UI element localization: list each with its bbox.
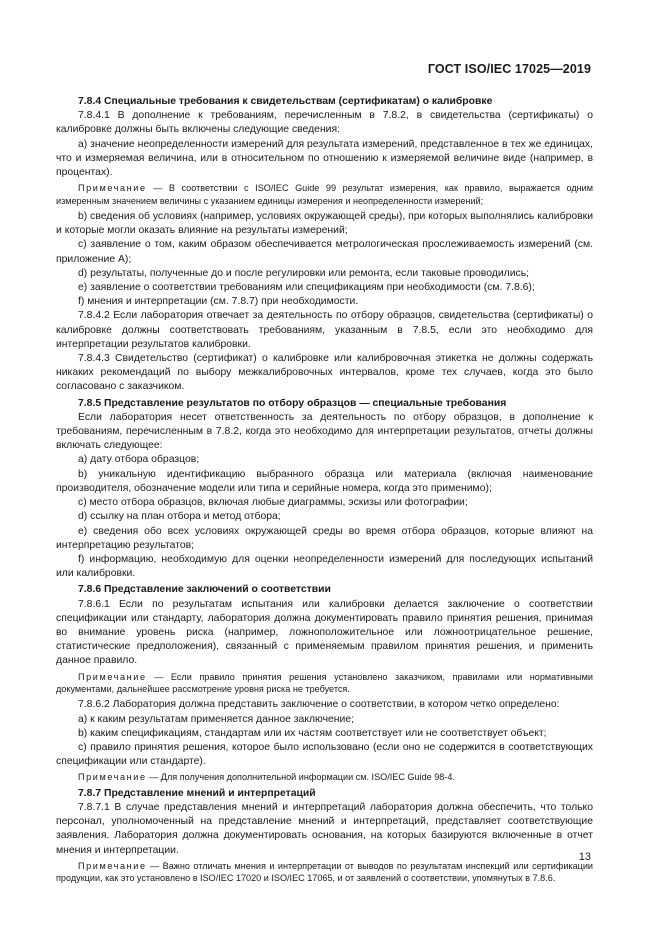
paragraph: e) заявление о соответствии требованиям или спецификациям при необходимости (см. 7.8.6); [78,282,535,294]
paragraph: d) ссылку на план отбора и метод отбора; [78,511,281,523]
note-text: — В соответствии с ISO/IEC Guide 99 результат измерения, как правило, выражается одним измеренным значением величины с указанием единицы измерения и неопределенности измерений; [56,183,593,206]
paragraph: b) уникальную идентификацию выбранного образца или материала (включая наименование производителя, обозначение модели или типа и серийные номера, когда это применимо); [56,468,593,494]
section-heading: 7.8.4 Специальные требования к свидетельствам (сертификатам) о калибровке [78,96,493,107]
section-heading: 7.8.6 Представление заключений о соответствии [78,584,331,596]
paragraph: c) правило принятия решения, которое было использовано (если оно не содержится в соответствующих спецификации или стандарте). [56,741,593,768]
document-body [56,93,593,888]
note [56,860,593,885]
paragraph: d) результаты, полученные до и после регулировки или ремонта, если таковые проводились; [78,267,529,279]
paragraph: 7.8.6.2 Лаборатория должна представить заключение о соответствии, в котором четко определено: [78,699,560,711]
paragraph: b) каким спецификациям, стандартам или их частям соответствует или не соответствует объект; [78,727,547,739]
paragraph: c) место отбора образцов, включая любые диаграммы, эскизы или фотографии; [78,497,468,509]
note [56,182,593,207]
paragraph: b) сведения об условиях (например, условиях окружающей среды), при которых выполнялись калибровки и которые могли оказать влияние на результаты измерений; [56,211,593,237]
note [56,771,593,783]
note-label: Примечание [78,671,147,682]
paragraph: 7.8.7.1 В случае представления мнений и интерпретаций лаборатория должна обеспечить, что только персонал, уполномоченный на представление мнений и интерпретаций, представляет соответствующие заявления. Лаборатория должна документировать основания, на которых базируются включенные в отчет мнения и интерпретации. [56,801,593,856]
paragraph: 7.8.4.1 В дополнение к требованиям, перечисленным в 7.8.2, в свидетельства (сертификаты) о калибровке должны быть включены следующие сведения: [56,110,593,136]
note-label: Примечание [78,772,147,783]
section-heading: 7.8.7 Представление мнений и интерпретаций [78,787,316,799]
document-header-id: ГОСТ ISO/IEC 17025—2019 [427,62,591,76]
note-text: — Если правило принятия решения установлено заказчиком, правилами или нормативными документами, дальнейшее рассмотрение уровня риска не требуется. [56,671,593,694]
paragraph: Если лаборатория несет ответственность за деятельность по отбору образцов, в дополнение к требованиям, перечисленным в 7.8.2, когда это необходимо для интерпретации результатов, отчеты должны включать следующее: [56,411,593,452]
paragraph: f) мнения и интерпретации (см. 7.8.7) при необходимости. [78,296,359,308]
paragraph: a) значение неопределенности измерений для результата измерений, представленное в тех же единицах, что и измеряемая величина, или в относительном по отношению к измеряемой величине виде (например, в процентах). [56,138,594,179]
note-label: Примечание [78,860,147,871]
note [56,671,593,696]
paragraph: e) сведения обо всех условиях окружающей среды во время отбора образцов, которые влияют на интерпретацию результатов; [56,525,593,551]
page-number: 13 [578,851,591,863]
paragraph: 7.8.6.1 Если по результатам испытания или калибровки делается заключение о соответствии спецификации или стандарту, лаборатория должна документировать правило принятия решения, принимая во внимание уровень риска (например, ложноположительное или ложноотрицательное решение, статистические предположения), связанный с применяемым правилом принятия решения, и применить данное правило. [56,598,593,667]
paragraph: 7.8.4.3 Свидетельство (сертификат) о калибровке или калибровочная этикетка не должны содержать никаких рекомендаций по выбору межкалибровочных интервалов, кроме тех случаев, когда это было согласовано с заказчиком. [56,353,593,393]
paragraph: c) заявление о том, каким образом обеспечивается метрологическая прослеживаемость измерений (см. приложение А); [56,239,593,265]
note-label: Примечание [78,183,147,194]
paragraph: a) к каким результатам применяется данное заключение; [78,713,355,725]
section-heading: 7.8.5 Представление результатов по отбору образцов — специальные требования [78,397,507,409]
paragraph: f) информацию, необходимую для оценки неопределенности измерений для последующих испытаний или калибровки. [56,553,593,580]
paragraph: a) дату отбора образцов; [78,454,200,466]
note-text: — Для получения дополнительной информации см. ISO/IEC Guide 98-4. [146,772,455,783]
paragraph: 7.8.4.2 Если лаборатория отвечает за деятельность по отбору образцов, свидетельства (сертификаты) о калибровке должны соответствовать требованиям, указанным в 7.8.5, если это необходимо для интерпретации результатов калибровки. [56,310,593,350]
note-text: — Важно отличать мнения и интерпретации от выводов по результатам инспекций или сертификации продукции, как это установлено в ISO/IEC 17020 и ISO/IEC 17065, и от заявлений о соответствии, упомянутых в 7.8.6. [56,860,593,884]
